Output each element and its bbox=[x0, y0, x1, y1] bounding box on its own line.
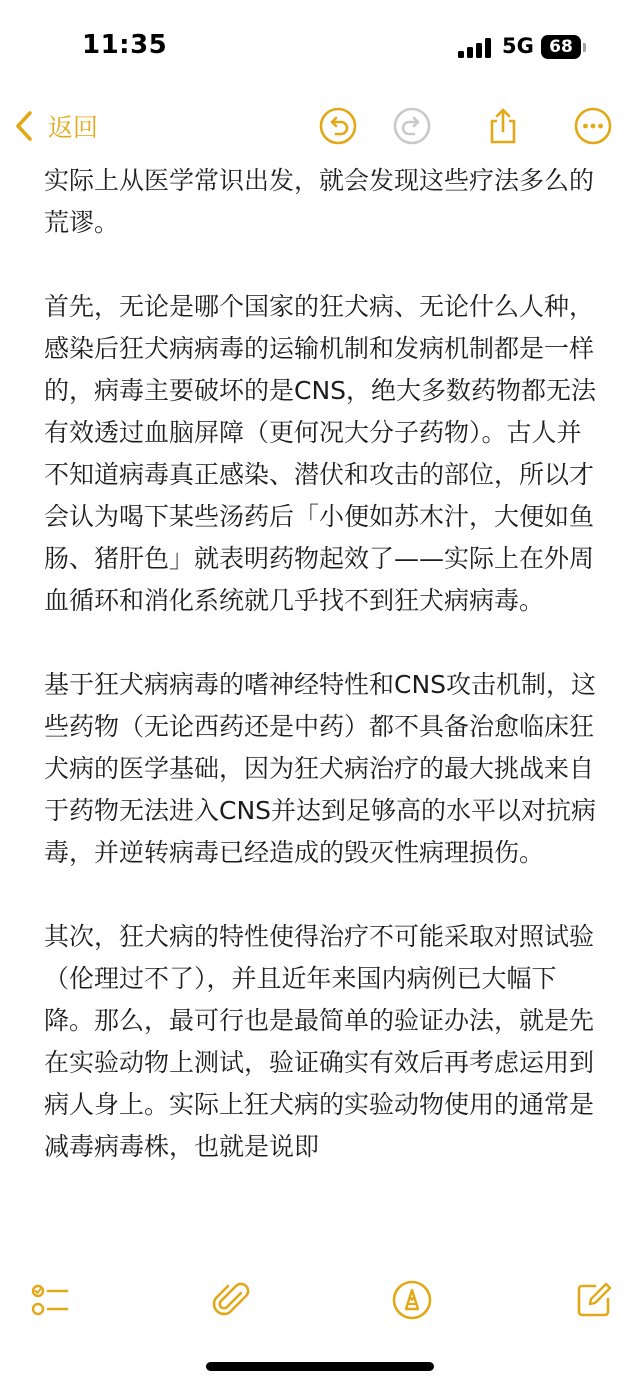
note-paragraph-4: 其次，狂犬病的特性使得治疗不可能采取对照试验（伦理过不了），并且近年来国内病例已大幅下降。那么，最可行也是最简单的验证办法，就是先在实验动物上测试，验证确实有效后再考虑运用到病人身上。实际上狂犬病的实验动物使用的通常是减毒病毒株，也就是说即 bbox=[44, 922, 595, 1161]
share-icon bbox=[483, 106, 523, 146]
bottom-toolbar bbox=[0, 1270, 640, 1330]
undo-icon bbox=[318, 106, 358, 146]
checklist-icon bbox=[29, 1279, 71, 1321]
redo-icon bbox=[392, 106, 432, 146]
markup-button[interactable] bbox=[388, 1276, 436, 1324]
note-paragraph-1: 实际上从医学常识出发，就会发现这些疗法多么的荒谬。 bbox=[44, 166, 595, 237]
back-button[interactable] bbox=[12, 102, 98, 150]
redo-button[interactable] bbox=[390, 104, 434, 148]
network-type: 5G bbox=[502, 34, 534, 58]
attachment-icon bbox=[211, 1279, 253, 1321]
battery-tip bbox=[583, 43, 586, 52]
compose-button[interactable] bbox=[570, 1276, 618, 1324]
checklist-button[interactable] bbox=[26, 1276, 74, 1324]
note-body[interactable] bbox=[44, 160, 604, 1210]
attachment-button[interactable] bbox=[208, 1276, 256, 1324]
markup-icon bbox=[391, 1279, 433, 1321]
note-paragraph-3: 基于狂犬病病毒的嗜神经特性和CNS攻击机制，这些药物（无论西药还是中药）都不具备治愈临床狂犬病的医学基础，因为狂犬病治疗的最大挑战来自于药物无法进入CNS并达到足够高的水平以对抗病毒，并逆转病毒已经造成的毁灭性病理损伤。 bbox=[44, 670, 597, 867]
battery-icon: 68 bbox=[541, 35, 581, 59]
home-indicator[interactable] bbox=[206, 1362, 434, 1371]
status-bar bbox=[0, 0, 640, 96]
compose-icon bbox=[573, 1279, 615, 1321]
nav-bar bbox=[0, 96, 640, 156]
note-paragraph-2: 首先，无论是哪个国家的狂犬病、无论什么人种，感染后狂犬病病毒的运输机制和发病机制都是一样的，病毒主要破坏的是CNS，绝大多数药物都无法有效透过血脑屏障（更何况大分子药物）。古人并不知道病毒真正感染、潜伏和攻击的部位，所以才会认为喝下某些汤药后「小便如苏木汁，大便如鱼肠、猪肝色」就表明药物起效了——实际上在外周血循环和消化系统就几乎找不到狂犬病病毒。 bbox=[44, 292, 597, 615]
chevron-left-icon bbox=[12, 109, 38, 143]
share-button[interactable] bbox=[481, 104, 525, 148]
signal-icon bbox=[458, 38, 492, 58]
status-time: 11:35 bbox=[82, 30, 168, 60]
back-label: 返回 bbox=[48, 113, 99, 142]
more-button[interactable] bbox=[571, 104, 615, 148]
more-icon bbox=[573, 106, 613, 146]
undo-button[interactable] bbox=[316, 104, 360, 148]
